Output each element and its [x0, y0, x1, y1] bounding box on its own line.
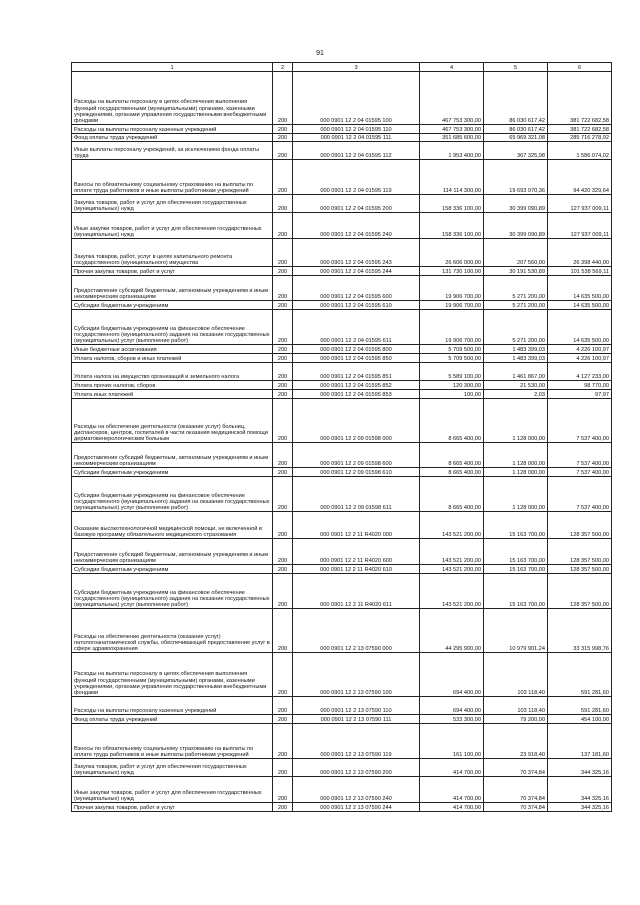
remaining-amount: 4 127 233,00 [548, 363, 612, 381]
line-code: 200 [273, 239, 293, 267]
row-name: Субсидии бюджетным учреждениям на финансовое обеспечение государственного (муниципального) задания на оказание государственных (муниципальных) услуг (выполнение работ) [72, 477, 273, 512]
budget-classification-code: 000 0901 12 2 04 01595 244 [293, 267, 420, 276]
executed-amount: 1 461 867,00 [484, 363, 548, 381]
remaining-amount: 4 226 100,97 [548, 354, 612, 363]
approved-amount: 467 753 300,00 [420, 72, 484, 125]
row-name: Расходы на обеспечение деятельности (оказание услуг) больниц, диспансеров, центров, госпиталей в части оказания медицинской помощи дерматовенерологическим больным [72, 399, 273, 443]
remaining-amount: 7 537 400,00 [548, 443, 612, 468]
executed-amount: 30 399 090,89 [484, 195, 548, 213]
budget-classification-code: 000 0901 12 2 04 01595 100 [293, 72, 420, 125]
line-code: 200 [273, 715, 293, 724]
line-code: 200 [273, 267, 293, 276]
executed-amount: 2,03 [484, 390, 548, 399]
table-row [72, 443, 612, 468]
budget-classification-code: 000 0901 12 2 13 07590 119 [293, 724, 420, 759]
table-row [72, 125, 612, 134]
row-name: Расходы на выплаты персоналу казенных учреждений [72, 697, 273, 715]
approved-amount: 158 336 100,00 [420, 195, 484, 213]
line-code: 200 [273, 697, 293, 715]
table-row [72, 310, 612, 345]
remaining-amount: 7 537 400,00 [548, 468, 612, 477]
table-row [72, 609, 612, 653]
budget-classification-code: 000 0901 12 2 09 01598 000 [293, 399, 420, 443]
table-row [72, 213, 612, 239]
budget-classification-code: 000 0901 12 2 04 01595 111 [293, 134, 420, 142]
row-name: Расходы на обеспечение деятельности (оказание услуг) патологоанатомической службы, обеспечивающей предоставление услуг в сфере здравоохранения [72, 609, 273, 653]
table-row [72, 142, 612, 160]
approved-amount: 143 521 200,00 [420, 539, 484, 565]
approved-amount: 131 730 100,00 [420, 267, 484, 276]
row-name: Субсидии бюджетным учреждениям [72, 565, 273, 574]
approved-amount: 158 336 100,00 [420, 213, 484, 239]
remaining-amount: 591 281,60 [548, 697, 612, 715]
approved-amount: 19 906 700,00 [420, 310, 484, 345]
executed-amount: 367 325,98 [484, 142, 548, 160]
budget-classification-code: 000 0901 12 2 09 01598 600 [293, 443, 420, 468]
approved-amount: 120 300,00 [420, 381, 484, 390]
executed-amount: 1 483 399,03 [484, 345, 548, 354]
table-row [72, 565, 612, 574]
executed-amount: 19 693 970,36 [484, 160, 548, 195]
approved-amount: 100,00 [420, 390, 484, 399]
row-name: Уплата иных платежей [72, 390, 273, 399]
remaining-amount: 98 770,00 [548, 381, 612, 390]
executed-amount: 70 374,84 [484, 759, 548, 777]
budget-classification-code: 000 0901 12 2 09 01598 610 [293, 468, 420, 477]
row-name: Иные бюджетные ассигнования [72, 345, 273, 354]
line-code: 200 [273, 653, 293, 697]
executed-amount: 86 030 617,42 [484, 72, 548, 125]
table-row [72, 345, 612, 354]
approved-amount: 8 665 400,00 [420, 443, 484, 468]
line-code: 200 [273, 363, 293, 381]
budget-classification-code: 000 0901 12 2 13 07590 110 [293, 697, 420, 715]
budget-classification-code: 000 0901 12 2 13 07590 200 [293, 759, 420, 777]
executed-amount: 86 030 617,42 [484, 125, 548, 134]
executed-amount: 70 374,84 [484, 777, 548, 803]
table-row [72, 697, 612, 715]
table-row [72, 477, 612, 512]
approved-amount: 5 709 500,00 [420, 354, 484, 363]
table-row [72, 195, 612, 213]
budget-classification-code: 000 0901 12 2 13 07590 000 [293, 609, 420, 653]
remaining-amount: 7 537 400,00 [548, 399, 612, 443]
approved-amount: 8 665 400,00 [420, 468, 484, 477]
executed-amount: 10 979 901,24 [484, 609, 548, 653]
row-name: Предоставление субсидий бюджетным, автономным учреждениям и иным некоммерческим организациям [72, 539, 273, 565]
remaining-amount: 33 315 998,76 [548, 609, 612, 653]
table-row [72, 803, 612, 812]
budget-classification-code: 000 0901 12 2 04 01595 800 [293, 345, 420, 354]
budget-classification-code: 000 0901 12 2 04 01595 112 [293, 142, 420, 160]
approved-amount: 1 953 400,00 [420, 142, 484, 160]
line-code: 200 [273, 399, 293, 443]
remaining-amount: 128 357 500,00 [548, 539, 612, 565]
budget-classification-code: 000 0901 12 2 13 07590 240 [293, 777, 420, 803]
remaining-amount: 285 716 278,92 [548, 134, 612, 142]
approved-amount: 143 521 200,00 [420, 512, 484, 539]
approved-amount: 161 100,00 [420, 724, 484, 759]
budget-classification-code: 000 0901 12 2 13 07590 100 [293, 653, 420, 697]
line-code: 200 [273, 134, 293, 142]
remaining-amount: 344 325,16 [548, 759, 612, 777]
line-code: 200 [273, 276, 293, 301]
remaining-amount: 26 398 440,00 [548, 239, 612, 267]
approved-amount: 8 665 400,00 [420, 399, 484, 443]
executed-amount: 79 200,00 [484, 715, 548, 724]
table-row [72, 363, 612, 381]
remaining-amount: 4 226 100,97 [548, 345, 612, 354]
row-name: Взносы по обязательному социальному страхованию на выплаты по оплате труда работников и иные выплаты работникам учреждений [72, 160, 273, 195]
table-row [72, 239, 612, 267]
remaining-amount: 344 325,16 [548, 803, 612, 812]
budget-classification-code: 000 0901 12 2 04 01595 200 [293, 195, 420, 213]
line-code: 200 [273, 574, 293, 609]
budget-classification-code: 000 0901 12 2 04 01595 611 [293, 310, 420, 345]
approved-amount: 414 700,00 [420, 759, 484, 777]
approved-amount: 351 685 600,00 [420, 134, 484, 142]
executed-amount: 207 560,00 [484, 239, 548, 267]
remaining-amount: 128 357 500,00 [548, 574, 612, 609]
line-code: 200 [273, 301, 293, 310]
budget-classification-code: 000 0901 12 2 09 01598 611 [293, 477, 420, 512]
budget-classification-code: 000 0901 12 2 04 01595 610 [293, 301, 420, 310]
budget-classification-code: 000 0901 12 2 04 01595 852 [293, 381, 420, 390]
table-row [72, 390, 612, 399]
budget-classification-code: 000 0901 12 2 04 01595 119 [293, 160, 420, 195]
table-row [72, 574, 612, 609]
approved-amount: 533 300,00 [420, 715, 484, 724]
executed-amount: 5 271 200,00 [484, 310, 548, 345]
row-name: Предоставление субсидий бюджетным, автономным учреждениям и иным некоммерческим организациям [72, 443, 273, 468]
approved-amount: 143 521 200,00 [420, 574, 484, 609]
budget-classification-code: 000 0901 12 2 04 01595 240 [293, 213, 420, 239]
row-name: Субсидии бюджетным учреждениям [72, 468, 273, 477]
row-name: Субсидии бюджетным учреждениям [72, 301, 273, 310]
executed-amount: 23 918,40 [484, 724, 548, 759]
table-row [72, 381, 612, 390]
executed-amount: 15 163 700,00 [484, 512, 548, 539]
row-name: Уплата налога на имущество организаций и земельного налога [72, 363, 273, 381]
approved-amount: 26 606 000,00 [420, 239, 484, 267]
row-name: Расходы на выплаты персоналу в целях обеспечения выполнения функций государственными (муниципальными) органами, казенными учреждениями, органами управления государственными внебюджетными фондами [72, 653, 273, 697]
budget-classification-code: 000 0901 12 2 04 01595 110 [293, 125, 420, 134]
column-header: 6 [548, 63, 612, 72]
line-code: 200 [273, 724, 293, 759]
header-row [72, 63, 612, 72]
budget-table [71, 62, 612, 812]
row-name: Закупка товаров, работ, услуг в целях капитального ремонта государственного (муниципального) имущества [72, 239, 273, 267]
line-code: 200 [273, 759, 293, 777]
budget-classification-code: 000 0901 12 2 11 R4020 000 [293, 512, 420, 539]
row-name: Расходы на выплаты персоналу казенных учреждений [72, 125, 273, 134]
row-name: Иные закупки товаров, работ и услуг для обеспечения государственных (муниципальных) нужд [72, 213, 273, 239]
approved-amount: 694 400,00 [420, 697, 484, 715]
table-row [72, 539, 612, 565]
table-row [72, 715, 612, 724]
executed-amount: 103 118,40 [484, 653, 548, 697]
executed-amount: 1 128 000,00 [484, 399, 548, 443]
budget-classification-code: 000 0901 12 2 04 01595 600 [293, 276, 420, 301]
approved-amount: 467 753 300,00 [420, 125, 484, 134]
table-row [72, 72, 612, 125]
line-code: 200 [273, 609, 293, 653]
remaining-amount: 454 100,00 [548, 715, 612, 724]
line-code: 200 [273, 72, 293, 125]
budget-classification-code: 000 0901 12 2 04 01595 851 [293, 363, 420, 381]
executed-amount: 1 483 399,03 [484, 354, 548, 363]
budget-classification-code: 000 0901 12 2 11 R4020 600 [293, 539, 420, 565]
approved-amount: 44 295 900,00 [420, 609, 484, 653]
remaining-amount: 14 635 500,00 [548, 276, 612, 301]
row-name: Взносы по обязательному социальному страхованию на выплаты по оплате труда работников и иные выплаты работникам учреждений [72, 724, 273, 759]
line-code: 200 [273, 565, 293, 574]
remaining-amount: 381 722 682,58 [548, 125, 612, 134]
budget-classification-code: 000 0901 12 2 04 01595 853 [293, 390, 420, 399]
executed-amount: 15 163 700,00 [484, 539, 548, 565]
page-number: 91 [316, 50, 324, 57]
remaining-amount: 137 181,60 [548, 724, 612, 759]
approved-amount: 19 906 700,00 [420, 301, 484, 310]
budget-classification-code: 000 0901 12 2 13 07590 111 [293, 715, 420, 724]
table-row [72, 468, 612, 477]
executed-amount: 21 530,00 [484, 381, 548, 390]
budget-classification-code: 000 0901 12 2 13 07590 244 [293, 803, 420, 812]
row-name: Фонд оплаты труда учреждений [72, 134, 273, 142]
table-row [72, 777, 612, 803]
line-code: 200 [273, 803, 293, 812]
row-name: Уплата налогов, сборов и иных платежей [72, 354, 273, 363]
table-row [72, 134, 612, 142]
remaining-amount: 14 635 500,00 [548, 310, 612, 345]
approved-amount: 143 521 200,00 [420, 565, 484, 574]
remaining-amount: 591 281,60 [548, 653, 612, 697]
line-code: 200 [273, 512, 293, 539]
executed-amount: 103 118,40 [484, 697, 548, 715]
executed-amount: 15 163 700,00 [484, 565, 548, 574]
executed-amount: 5 271 200,00 [484, 301, 548, 310]
column-header: 5 [484, 63, 548, 72]
approved-amount: 114 114 300,00 [420, 160, 484, 195]
row-name: Оказание высокотехнологичной медицинской помощи, не включенной в базовую программу обязательного медицинского страхования [72, 512, 273, 539]
row-name: Предоставление субсидий бюджетным, автономным учреждениям и иным некоммерческим организациям [72, 276, 273, 301]
executed-amount: 30 191 530,89 [484, 267, 548, 276]
remaining-amount: 97,97 [548, 390, 612, 399]
line-code: 200 [273, 125, 293, 134]
table-row [72, 267, 612, 276]
approved-amount: 5 709 500,00 [420, 345, 484, 354]
table-row [72, 301, 612, 310]
line-code: 200 [273, 477, 293, 512]
approved-amount: 5 589 100,00 [420, 363, 484, 381]
remaining-amount: 127 937 009,11 [548, 213, 612, 239]
remaining-amount: 94 420 329,64 [548, 160, 612, 195]
row-name: Иные закупки товаров, работ и услуг для обеспечения государственных (муниципальных) нужд [72, 777, 273, 803]
executed-amount: 65 969 321,08 [484, 134, 548, 142]
table-row [72, 354, 612, 363]
line-code: 200 [273, 213, 293, 239]
line-code: 200 [273, 142, 293, 160]
column-header: 3 [293, 63, 420, 72]
line-code: 200 [273, 310, 293, 345]
row-name: Прочая закупка товаров, работ и услуг [72, 803, 273, 812]
budget-classification-code: 000 0901 12 2 04 01595 243 [293, 239, 420, 267]
table-row [72, 653, 612, 697]
line-code: 200 [273, 345, 293, 354]
budget-classification-code: 000 0901 12 2 11 R4020 610 [293, 565, 420, 574]
executed-amount: 1 128 000,00 [484, 443, 548, 468]
executed-amount: 5 271 200,00 [484, 276, 548, 301]
column-header: 1 [72, 63, 273, 72]
approved-amount: 19 906 700,00 [420, 276, 484, 301]
row-name: Расходы на выплаты персоналу в целях обеспечения выполнения функций государственными (муниципальными) органами, казенными учреждениями, органами управления государственными внебюджетными фондами [72, 72, 273, 125]
table-row [72, 160, 612, 195]
row-name: Фонд оплаты труда учреждений [72, 715, 273, 724]
remaining-amount: 14 635 500,00 [548, 301, 612, 310]
line-code: 200 [273, 160, 293, 195]
line-code: 200 [273, 354, 293, 363]
table-row [72, 276, 612, 301]
row-name: Уплата прочих налогов, сборов [72, 381, 273, 390]
row-name: Закупка товаров, работ и услуг для обеспечения государственных (муниципальных) нужд [72, 195, 273, 213]
approved-amount: 694 400,00 [420, 653, 484, 697]
table-row [72, 512, 612, 539]
budget-classification-code: 000 0901 12 2 11 R4020 611 [293, 574, 420, 609]
remaining-amount: 7 537 400,00 [548, 477, 612, 512]
remaining-amount: 128 357 500,00 [548, 512, 612, 539]
remaining-amount: 381 722 682,58 [548, 72, 612, 125]
line-code: 200 [273, 195, 293, 213]
row-name: Прочая закупка товаров, работ и услуг [72, 267, 273, 276]
column-header: 4 [420, 63, 484, 72]
table-row [72, 759, 612, 777]
budget-classification-code: 000 0901 12 2 04 01595 850 [293, 354, 420, 363]
line-code: 200 [273, 381, 293, 390]
executed-amount: 1 128 000,00 [484, 468, 548, 477]
remaining-amount: 127 937 009,11 [548, 195, 612, 213]
executed-amount: 15 163 700,00 [484, 574, 548, 609]
row-name: Субсидии бюджетным учреждениям на финансовое обеспечение государственного (муниципального) задания на оказание государственных (муниципальных) услуг (выполнение работ) [72, 574, 273, 609]
row-name: Иные выплаты персоналу учреждений, за исключением фонда оплаты труда [72, 142, 273, 160]
executed-amount: 70 374,84 [484, 803, 548, 812]
table-row [72, 724, 612, 759]
line-code: 200 [273, 443, 293, 468]
executed-amount: 30 399 090,89 [484, 213, 548, 239]
approved-amount: 8 665 400,00 [420, 477, 484, 512]
line-code: 200 [273, 539, 293, 565]
line-code: 200 [273, 390, 293, 399]
row-name: Закупка товаров, работ и услуг для обеспечения государственных (муниципальных) нужд [72, 759, 273, 777]
remaining-amount: 344 325,16 [548, 777, 612, 803]
executed-amount: 1 128 000,00 [484, 477, 548, 512]
approved-amount: 414 700,00 [420, 803, 484, 812]
remaining-amount: 101 538 569,11 [548, 267, 612, 276]
table-row [72, 399, 612, 443]
table-body [72, 72, 612, 812]
row-name: Субсидии бюджетным учреждениям на финансовое обеспечение государственного (муниципального) задания на оказание государственных (муниципальных) услуг (выполнение работ) [72, 310, 273, 345]
remaining-amount: 128 357 500,00 [548, 565, 612, 574]
approved-amount: 414 700,00 [420, 777, 484, 803]
line-code: 200 [273, 468, 293, 477]
line-code: 200 [273, 777, 293, 803]
column-header: 2 [273, 63, 293, 72]
remaining-amount: 1 586 074,02 [548, 142, 612, 160]
